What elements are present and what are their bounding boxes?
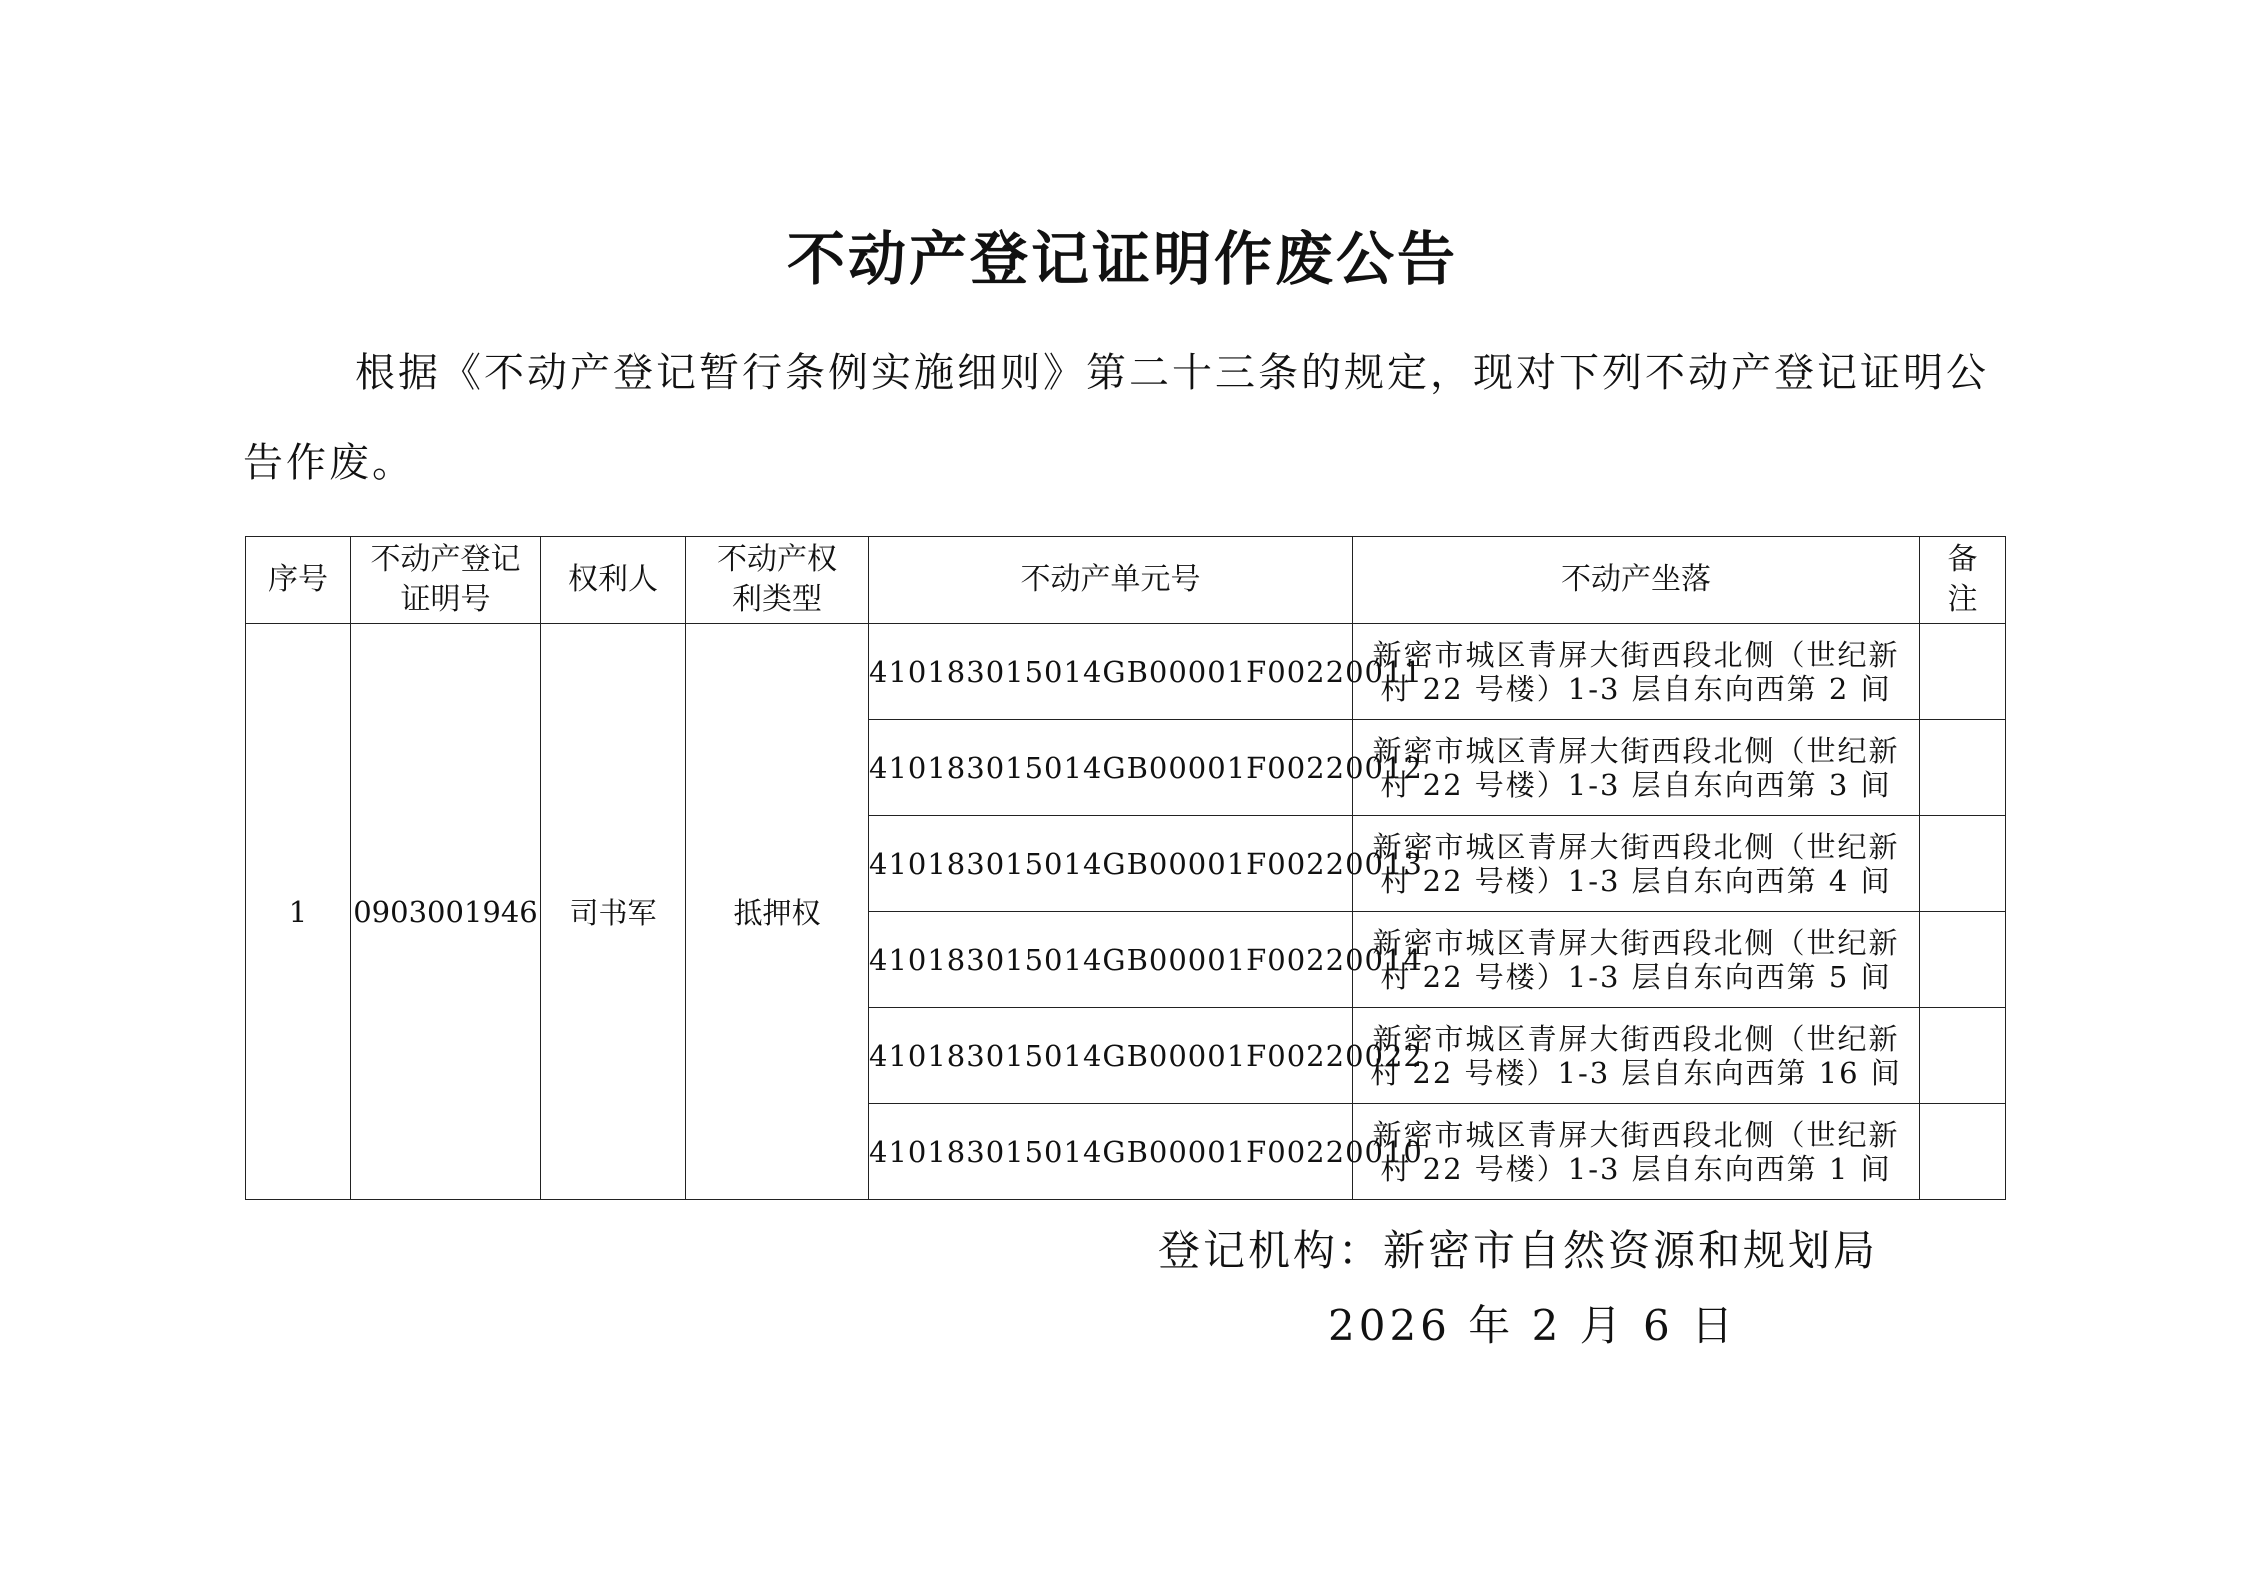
table-row: [246, 624, 2006, 720]
location-line2: 村 22 号楼）1-3 层自东向西第 5 间: [1380, 959, 1892, 994]
header-right-type-line2: 利类型: [732, 582, 822, 617]
cell-location: [1353, 1008, 1920, 1104]
header-cert-no: [351, 537, 541, 624]
location-line1: 新密市城区青屏大街西段北侧（世纪新: [1372, 925, 1900, 960]
issuing-authority: 登记机构：新密市自然资源和规划局: [1158, 1226, 1879, 1275]
header-remark: [1920, 537, 2006, 624]
location-line1: 新密市城区青屏大街西段北侧（世纪新: [1372, 637, 1900, 672]
page-title: 不动产登记证明作废公告: [786, 225, 1458, 293]
cell-location: [1353, 720, 1920, 816]
cell-location: [1353, 816, 1920, 912]
header-cert-no-line2: 证明号: [400, 582, 491, 617]
location-line1: 新密市城区青屏大街西段北侧（世纪新: [1372, 1117, 1900, 1152]
intro-paragraph: 根据《不动产登记暂行条例实施细则》第二十三条的规定，现对下列不动产登记证明公告作废。: [243, 350, 1989, 486]
header-seq: 序号: [246, 537, 351, 624]
header-unit-no: 不动产单元号: [869, 537, 1353, 624]
location-line2: 村 22 号楼）1-3 层自东向西第 4 间: [1380, 863, 1892, 898]
header-holder: 权利人: [541, 537, 686, 624]
header-cert-no-line1: 不动产登记: [370, 542, 521, 577]
cell-location: [1353, 1104, 1920, 1200]
cell-remark: [1920, 720, 2006, 816]
cell-cert-no: 0903001946: [351, 624, 541, 1200]
header-remark-line1: 备: [1947, 542, 1978, 577]
cell-remark: [1920, 1008, 2006, 1104]
cell-remark: [1920, 816, 2006, 912]
location-line1: 新密市城区青屏大街西段北侧（世纪新: [1372, 829, 1900, 864]
location-line1: 新密市城区青屏大街西段北侧（世纪新: [1372, 733, 1900, 768]
location-line2: 村 22 号楼）1-3 层自东向西第 1 间: [1380, 1151, 1892, 1186]
location-line2: 村 22 号楼）1-3 层自东向西第 2 间: [1380, 671, 1892, 706]
header-remark-line2: 注: [1947, 582, 1978, 617]
cell-seq: 1: [246, 624, 351, 1200]
cell-unit-no: 410183015014GB00001F00220013: [869, 816, 1353, 912]
cell-unit-no: 410183015014GB00001F00220012: [869, 720, 1353, 816]
cell-holder: 司书军: [541, 624, 686, 1200]
cell-remark: [1920, 912, 2006, 1008]
cell-location: [1353, 624, 1920, 720]
cell-unit-no: 410183015014GB00001F00220011: [869, 624, 1353, 720]
cell-unit-no: 410183015014GB00001F00220010: [869, 1104, 1353, 1200]
cell-unit-no: 410183015014GB00001F00220022: [869, 1008, 1353, 1104]
header-location: 不动产坐落: [1353, 537, 1920, 624]
certificate-table: [245, 536, 2006, 1200]
issue-date: 2026 年 2 月 6 日: [1328, 1301, 1738, 1350]
cell-location: [1353, 912, 1920, 1008]
table-header-row: [246, 537, 2006, 624]
header-right-type: [686, 537, 869, 624]
location-line2: 村 22 号楼）1-3 层自东向西第 3 间: [1380, 767, 1892, 802]
cell-remark: [1920, 624, 2006, 720]
cell-remark: [1920, 1104, 2006, 1200]
location-line1: 新密市城区青屏大街西段北侧（世纪新: [1372, 1021, 1900, 1056]
header-right-type-line1: 不动产权: [717, 542, 837, 577]
cell-unit-no: 410183015014GB00001F00220014: [869, 912, 1353, 1008]
cell-right-type: 抵押权: [686, 624, 869, 1200]
location-line2: 村 22 号楼）1-3 层自东向西第 16 间: [1370, 1055, 1902, 1090]
